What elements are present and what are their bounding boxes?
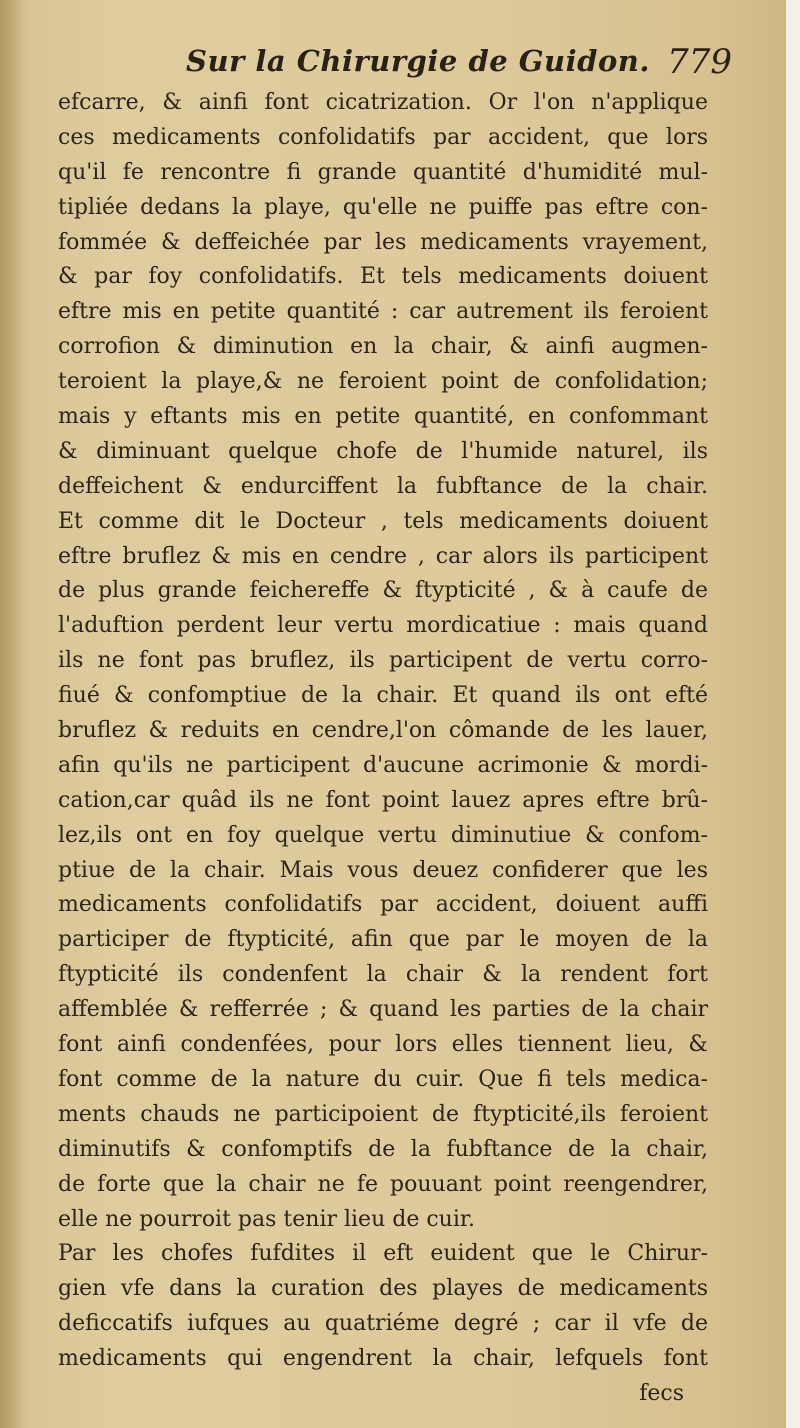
text-line: ptiue de la chair. Mais vous deuez confiderer que les [58, 857, 708, 883]
text-line: efcarre, & ainfi font cicatrization. Or l'on n'applique [58, 90, 708, 115]
text-line: ftypticité ils condenfent la chair & la rendent fort [58, 962, 708, 988]
text-line: bruflez & reduits en cendre,l'on cômande de les lauer, [58, 718, 708, 744]
text-line: cation,car quâd ils ne font point lauez apres eftre brû- [58, 787, 708, 813]
text-line: participer de ftypticité, afin que par le moyen de la [58, 927, 708, 953]
text-line: font comme de la nature du cuir. Que fi tels medica- [58, 1066, 708, 1092]
text-line: de forte que la chair ne fe pouuant point reengendrer, [58, 1171, 708, 1197]
text-line: & diminuant quelque chofe de l'humide naturel, ils [58, 438, 708, 464]
text-line: l'aduftion perdent leur vertu mordicatiue : mais quand [58, 613, 708, 639]
text-line: mais y eftants mis en petite quantité, en confommant [58, 404, 708, 430]
text-line: eftre mis en petite quantité : car autrement ils feroient [58, 299, 708, 325]
body-text [58, 86, 708, 1412]
running-title: Sur la Chirurgie de Guidon. [186, 44, 650, 78]
running-head [56, 40, 746, 90]
text-line: fommée & deffeichée par les medicaments vrayement, [58, 229, 708, 255]
text-line: ces medicaments confolidatifs par accident, que lors [58, 124, 708, 150]
catchword: fecs [639, 1380, 684, 1406]
text-line: lez,ils ont en foy quelque vertu diminutiue & confom- [58, 822, 708, 848]
text-line: fiué & confomptiue de la chair. Et quand ils ont efté [58, 683, 708, 709]
text-line: affemblée & refferrée ; & quand les parties de la chair [58, 997, 708, 1023]
text-line: gien vfe dans la curation des playes de medicaments [58, 1276, 708, 1302]
text-line: ils ne font pas bruflez, ils participent de vertu corro- [58, 648, 708, 674]
text-line: medicaments qui engendrent la chair, lefquels font [58, 1346, 708, 1372]
text-line: eftre bruflez & mis en cendre , car alors ils participent [58, 543, 708, 569]
text-line: deficcatifs iufques au quatriéme degré ; car il vfe de [58, 1311, 708, 1337]
text-line: tipliée dedans la playe, qu'elle ne puiffe pas eftre con- [58, 194, 708, 220]
text-line: font ainfi condenfées, pour lors elles tiennent lieu, & [58, 1032, 708, 1058]
text-line: teroient la playe,& ne feroient point de confolidation; [58, 369, 708, 395]
text-line: Et comme dit le Docteur , tels medicaments doiuent [58, 508, 708, 534]
text-line: elle ne pourroit pas tenir lieu de cuir. [58, 1206, 475, 1232]
page-number: 779 [667, 42, 732, 82]
text-line: ments chauds ne participoient de ftypticité,ils feroient [58, 1101, 708, 1127]
text-line: diminutifs & confomptifs de la fubftance de la chair, [58, 1136, 708, 1162]
text-line: deffeichent & endurciffent la fubftance de la chair. [58, 473, 708, 499]
text-line: de plus grande feichereffe & ftypticité , & à caufe de [58, 578, 708, 604]
text-line: Par les chofes fufdites il eft euident que le Chirur- [58, 1241, 708, 1267]
text-line: medicaments confolidatifs par accident, doiuent auffi [58, 892, 708, 918]
text-line: qu'il fe rencontre fi grande quantité d'humidité mul- [58, 159, 708, 185]
text-line: afin qu'ils ne participent d'aucune acrimonie & mordi- [58, 752, 708, 778]
text-line: corrofion & diminution en la chair, & ainfi augmen- [58, 334, 708, 360]
text-line: & par foy confolidatifs. Et tels medicaments doiuent [58, 264, 708, 290]
